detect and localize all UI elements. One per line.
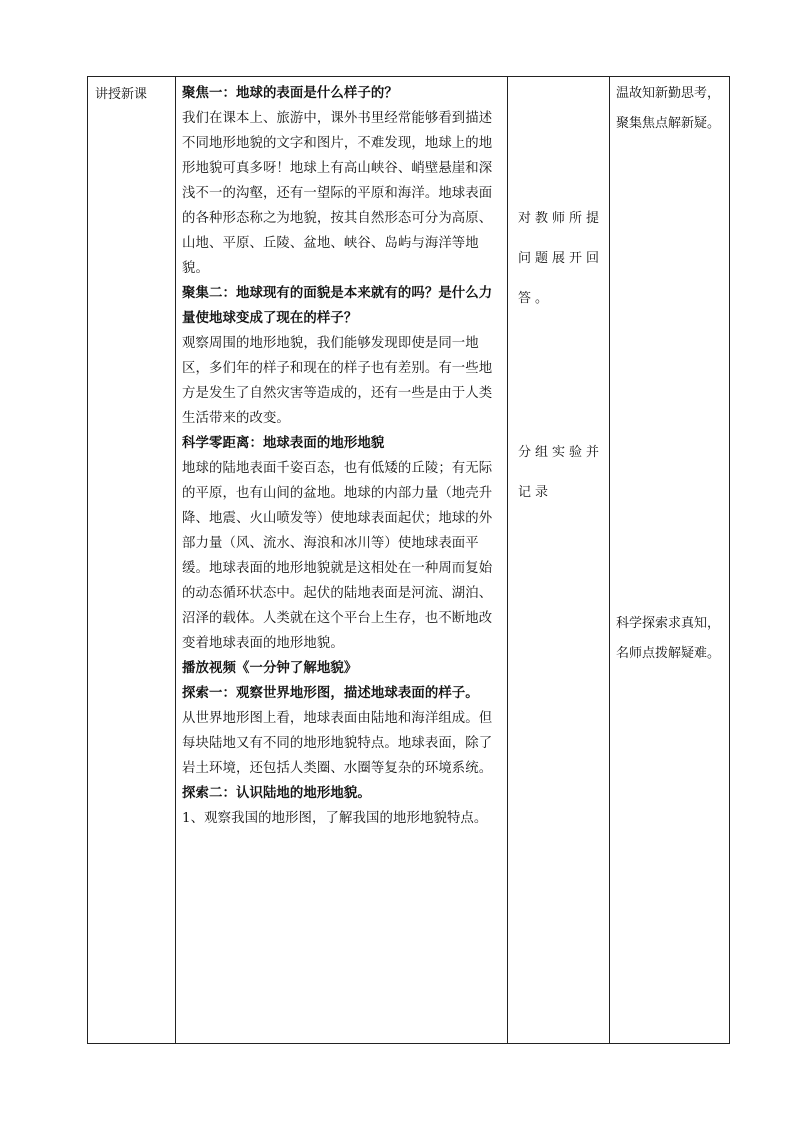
- focus-1-heading: 聚焦一：地球的表面是什么样子的？: [182, 85, 398, 101]
- stage-cell: [88, 77, 176, 1044]
- lesson-plan-table: [87, 76, 730, 1044]
- science-paragraph: 地球的陆地表面千姿百态，也有低矮的丘陵；有无际的平原，也有山间的盆地。地球的内部力量（地壳升降、地震、火山喷发等）使地球表面起伏；地球的外部力量（风、流水、海浪和冰川等）使地球表面平缓。地球表面的地形地貌就是这相处在一种周而复始的动态循环状态中。起伏的陆地表面是河流、湖泊、沼泽的载体。人类就在这个平台上生存，也不断地改变着地球表面的地形地貌。: [182, 461, 493, 651]
- video-heading: 播放视频《一分钟了解地貌》: [182, 660, 358, 676]
- design-intent-1: 温故知新勤思考，聚集焦点解新疑。: [616, 86, 721, 131]
- explore-2-item-1: 1、观察我国的地形图，了解我国的地形地貌特点。: [182, 811, 488, 826]
- explore-2-heading: 探索二：认识陆地的地形地貌。: [182, 785, 371, 801]
- design-intent-2: 科学探索求真知，名师点拨解疑难。: [616, 616, 721, 661]
- focus-2-heading: 聚集二：地球现有的面貌是本来就有的吗？是什么力量使地球变成了现在的样子？: [182, 285, 493, 326]
- explore-1-paragraph: 从世界地形图上看，地球表面由陆地和海洋组成。但每块陆地又有不同的地形地貌特点。地球表面，除了岩土环境，还包括人类圈、水圈等复杂的环境系统。: [182, 711, 493, 776]
- science-heading: 科学零距离：地球表面的地形地貌: [182, 435, 385, 451]
- student-activity-experiment: 分组实验并记录: [518, 445, 604, 500]
- student-activity-cell: [508, 77, 610, 1044]
- design-intent-cell: [610, 77, 730, 1044]
- explore-1-heading: 探索一：观察世界地形图，描述地球表面的样子。: [182, 685, 479, 701]
- focus-1-paragraph: 我们在课本上、旅游中，课外书里经常能够看到描述不同地形地貌的文字和图片，不难发现，地球上的地形地貌可真多呀！地球上有高山峡谷、峭壁悬崖和深浅不一的沟壑，还有一望际的平原和海洋。地球表面的各种形态称之为地貌，按其自然形态可分为高原、山地、平原、丘陵、盆地、峡谷、岛屿与海洋等地貌。: [182, 111, 493, 276]
- content-cell: [176, 77, 508, 1044]
- focus-2-paragraph: 观察周围的地形地貌，我们能够发现即使是同一地区，多们年的样子和现在的样子也有差别。有一些地方是发生了自然灾害等造成的，还有一些是由于人类生活带来的改变。: [182, 336, 493, 426]
- table-row: [88, 77, 730, 1044]
- stage-label: 讲授新课: [95, 87, 148, 102]
- student-activity-answer: 对教师所提问题展开回答。: [518, 211, 604, 306]
